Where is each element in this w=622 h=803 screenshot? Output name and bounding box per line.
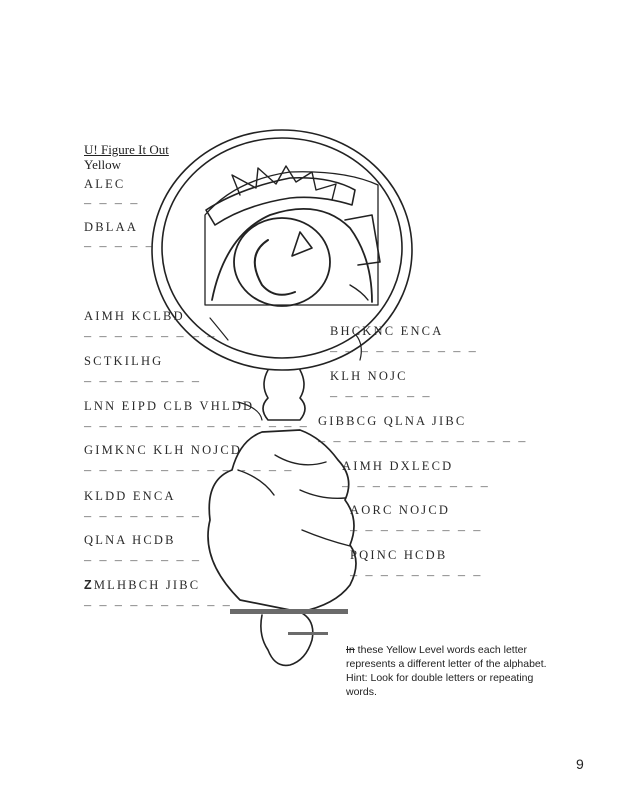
- cipher-rest: MLHBCH JIBC: [93, 578, 201, 592]
- magnified-area: [205, 172, 378, 305]
- cipher-right-4: AIMH DXLECD: [342, 459, 454, 473]
- gray-bar-top: [230, 609, 348, 614]
- cipher-left-6: GIMKNC KLH NOJCD: [84, 443, 243, 457]
- blank-left-1[interactable]: _ _ _ _: [84, 193, 138, 207]
- cipher-prefix: Z: [84, 578, 94, 592]
- note-text: these Yellow Level words each letter represents a different letter of the alphabet. Hint: Look for double letters or repeating words.: [346, 644, 547, 698]
- handle-bottom: [261, 612, 313, 665]
- blank-left-2[interactable]: _ _ _ _ _: [84, 236, 154, 250]
- cipher-right-6: PQINC HCDB: [350, 548, 448, 562]
- blank-right-2[interactable]: _ _ _ _ _ _ _: [330, 386, 431, 400]
- cipher-left-5: LNN EIPD CLB VHLDD: [84, 399, 255, 413]
- blank-left-7[interactable]: _ _ _ _ _ _ _ _: [84, 506, 200, 520]
- cipher-left-4: SCTKILHG: [84, 354, 164, 368]
- cipher-left-2: DBLAA: [84, 220, 139, 234]
- blank-left-9[interactable]: _ _ _ _ _ _ _ _ _ _: [84, 595, 231, 609]
- blank-left-4[interactable]: _ _ _ _ _ _ _ _: [84, 371, 200, 385]
- blank-right-4[interactable]: _ _ _ _ _ _ _ _ _ _: [342, 476, 489, 490]
- blank-left-3[interactable]: _ _ _ _ _ _ _ _ _: [84, 326, 215, 340]
- blank-left-6[interactable]: _ _ _ _ _ _ _ _ _ _ _ _ _ _: [84, 460, 292, 474]
- cipher-right-3: GIBBCG QLNA JIBC: [318, 414, 467, 428]
- cipher-left-9: [84, 578, 200, 593]
- blank-left-8[interactable]: _ _ _ _ _ _ _ _: [84, 550, 200, 564]
- worksheet-level: Yellow: [84, 157, 121, 172]
- cipher-left-1: ALEC: [84, 177, 126, 191]
- cipher-right-5: AORC NOJCD: [350, 503, 451, 517]
- handle-neck: [263, 370, 305, 420]
- blank-right-6[interactable]: _ _ _ _ _ _ _ _ _: [350, 565, 481, 579]
- eye-iris: [234, 218, 330, 306]
- blank-right-5[interactable]: _ _ _ _ _ _ _ _ _: [350, 520, 481, 534]
- cipher-left-7: KLDD ENCA: [84, 489, 176, 503]
- instruction-note: [346, 643, 561, 699]
- cipher-left-3: AIMH KCLBD: [84, 309, 185, 323]
- blank-right-1[interactable]: _ _ _ _ _ _ _ _ _ _: [330, 341, 477, 355]
- page-number: 9: [576, 756, 584, 772]
- cipher-right-2: KLH NOJC: [330, 369, 408, 383]
- gray-bar-bottom: [288, 632, 328, 635]
- blank-left-5[interactable]: _ _ _ _ _ _ _ _ _ _ _ _ _ _ _: [84, 416, 308, 430]
- blank-right-3[interactable]: _ _ _ _ _ _ _ _ _ _ _ _ _ _: [318, 431, 526, 445]
- cipher-right-1: BHCKNC ENCA: [330, 324, 444, 338]
- note-struck-word: In: [346, 644, 355, 656]
- cipher-left-8: QLNA HCDB: [84, 533, 176, 547]
- worksheet-title: U! Figure It Out: [84, 142, 169, 157]
